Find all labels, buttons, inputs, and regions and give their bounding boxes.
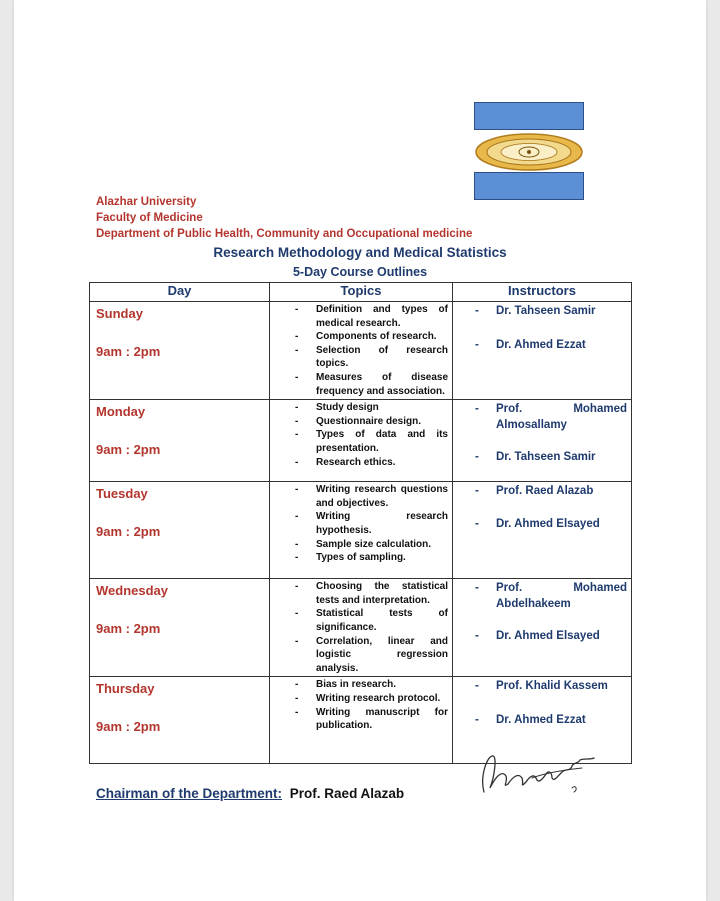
topics-cell <box>270 400 453 482</box>
instructor-item: - Prof. Mohamed Abdelhakeem <box>453 580 627 612</box>
instructor-item: - Prof. Raed Alazab <box>453 483 627 499</box>
schedule-table <box>89 282 632 764</box>
seal-icon <box>475 133 583 171</box>
topics-cell <box>270 302 453 400</box>
topic-item: - Choosing the statistical tests and interpretation. <box>270 580 448 607</box>
instructor-item: - Dr. Ahmed Elsayed <box>453 516 627 532</box>
topic-item: - Writing research hypothesis. <box>270 510 448 537</box>
table-row <box>90 400 632 482</box>
day-time: 9am : 2pm <box>96 621 161 637</box>
course-subtitle: 5-Day Course Outlines <box>292 265 428 279</box>
topic-item: - Types of sampling. <box>270 551 448 565</box>
day-name: Wednesday <box>96 583 169 599</box>
instructor-item: - Prof. Mohamed Almosallamy <box>453 401 627 433</box>
chairman-name: Prof. Raed Alazab <box>289 786 405 801</box>
day-time: 9am : 2pm <box>96 719 161 735</box>
day-time: 9am : 2pm <box>96 344 161 359</box>
topic-item: - Selection of research topics. <box>270 344 448 371</box>
signature-icon <box>472 748 602 800</box>
day-cell <box>90 302 270 400</box>
instructor-item: - Dr. Tahseen Samir <box>453 449 627 465</box>
topics-cell <box>270 677 453 764</box>
topic-item: - Writing research questions and objectives. <box>270 483 448 510</box>
column-header-instructors: Instructors <box>453 283 632 302</box>
topic-item: - Measures of disease frequency and association. <box>270 371 448 398</box>
topic-item: - Sample size calculation. <box>270 538 448 552</box>
logo-bar-bottom <box>474 172 584 200</box>
instructor-item: - Dr. Ahmed Ezzat <box>453 712 627 728</box>
day-name: Sunday <box>96 306 143 321</box>
day-name: Monday <box>96 404 146 420</box>
instructors-cell <box>453 579 632 677</box>
day-cell <box>90 677 270 764</box>
institution-header <box>96 194 472 242</box>
day-cell <box>90 400 270 482</box>
instructor-item: - Prof. Khalid Kassem <box>453 678 627 694</box>
topic-item: - Study design <box>270 401 448 415</box>
instructors-cell <box>453 302 632 400</box>
day-cell <box>90 482 270 579</box>
day-time: 9am : 2pm <box>96 442 161 458</box>
topics-cell <box>270 579 453 677</box>
instructors-cell <box>453 400 632 482</box>
topics-cell <box>270 482 453 579</box>
table-row <box>90 482 632 579</box>
instructors-cell <box>453 482 632 579</box>
table-row <box>90 302 632 400</box>
day-cell <box>90 579 270 677</box>
chairman-line <box>96 786 404 801</box>
logo-bar-top <box>474 102 584 130</box>
department-name: Department of Public Health, Community and Occupational medicine <box>96 228 473 240</box>
instructor-item: - Dr. Ahmed Elsayed <box>453 628 627 644</box>
document-page <box>14 0 706 901</box>
instructor-item: - Dr. Tahseen Samir <box>453 303 627 319</box>
topic-item: - Correlation, linear and logistic regression analysis. <box>270 635 448 676</box>
course-title: Research Methodology and Medical Statistics <box>213 245 507 260</box>
department-logo <box>474 102 586 202</box>
faculty-name: Faculty of Medicine <box>96 212 203 224</box>
topic-item: - Bias in research. <box>270 678 448 692</box>
topic-item: - Types of data and its presentation. <box>270 428 448 455</box>
topic-item: - Research ethics. <box>270 456 448 470</box>
topic-item: - Writing manuscript for publication. <box>270 706 448 733</box>
topic-item: - Statistical tests of significance. <box>270 607 448 634</box>
day-name: Tuesday <box>96 486 148 502</box>
topic-item: - Writing research protocol. <box>270 692 448 706</box>
topic-item: - Components of research. <box>270 330 448 344</box>
chairman-label: Chairman of the Department: <box>96 786 283 801</box>
instructor-item: - Dr. Ahmed Ezzat <box>453 337 627 353</box>
day-name: Thursday <box>96 681 155 697</box>
topic-item: - Questionnaire design. <box>270 415 448 429</box>
university-name: Alazhar University <box>96 196 197 208</box>
table-header-row <box>90 283 632 302</box>
column-header-topics: Topics <box>270 283 453 302</box>
day-time: 9am : 2pm <box>96 524 161 540</box>
column-header-day: Day <box>90 283 270 302</box>
topic-item: - Definition and types of medical research. <box>270 303 448 330</box>
table-row <box>90 579 632 677</box>
